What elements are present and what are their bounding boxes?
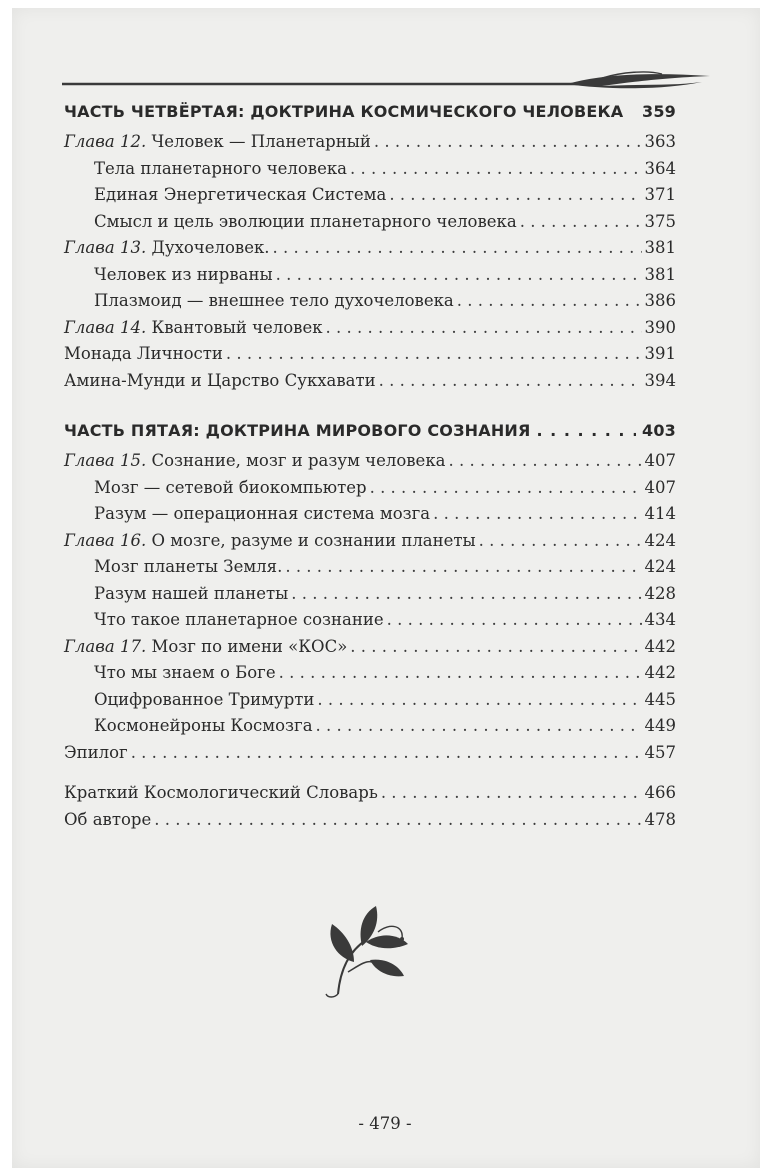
page-number: 449 <box>644 716 676 735</box>
page-number: 371 <box>644 185 676 204</box>
toc-entry <box>64 610 676 637</box>
leader-dots <box>389 185 641 204</box>
leader-dots <box>291 584 641 603</box>
entry-title: Оцифрованное Тримурти <box>94 689 315 709</box>
entry-title: Разум — операционная система мозга <box>94 504 431 523</box>
entry-title: Квантовый человек <box>146 317 323 337</box>
page-number: 466 <box>644 783 676 802</box>
leader-dots <box>381 783 642 802</box>
floral-ornament <box>318 902 414 1002</box>
chapter-label: Глава 14. <box>64 317 147 337</box>
part-four-heading <box>64 102 676 132</box>
entry-title: Об авторе <box>64 809 152 829</box>
toc-entry <box>64 318 676 345</box>
toc-entry <box>64 212 676 239</box>
chapter-label: Глава 15. <box>64 451 147 470</box>
page-number: 478 <box>644 809 676 829</box>
part-title: ЧАСТЬ ПЯТАЯ: ДОКТРИНА МИРОВОГО СОЗНАНИЯ <box>64 421 531 440</box>
toc-entry <box>64 810 676 837</box>
entry-title: Амина-Мунди и Царство Сукхавати <box>64 370 376 390</box>
entry-title: Эпилог <box>64 742 128 762</box>
page-number-footer: - 479 - <box>358 1114 412 1133</box>
header-rule-ornament <box>62 68 712 90</box>
entry-title: Сознание, мозг и разум человека <box>146 451 446 470</box>
entry-title: Космонейроны Космозга <box>94 716 313 735</box>
leader-dots <box>374 132 642 151</box>
entry-title: Духочеловек. <box>146 238 270 257</box>
entry-title: Мозг по имени «КОС» <box>146 636 348 656</box>
leader-dots <box>273 238 642 257</box>
page-number: 363 <box>644 132 676 151</box>
entry-title: Плазмоид — внешнее тело духочеловека <box>94 291 454 310</box>
toc-entry <box>64 451 676 478</box>
page-number: 414 <box>644 504 676 523</box>
page-number: 445 <box>644 689 676 709</box>
entry-title: Мозг планеты Земля. <box>94 557 283 576</box>
page-number: 391 <box>644 344 676 363</box>
leader-dots <box>379 371 642 390</box>
page-number: 390 <box>644 317 676 337</box>
toc-entry <box>64 185 676 212</box>
leader-dots <box>285 557 641 576</box>
entry-title: Монада Личности <box>64 344 223 363</box>
leader-dots <box>350 159 642 178</box>
leader-dots <box>326 318 642 337</box>
toc-entry <box>64 743 676 770</box>
page-number: 394 <box>644 370 676 390</box>
toc-entry <box>64 783 676 810</box>
chapter-label: Глава 16. <box>64 530 147 550</box>
entry-title: Смысл и цель эволюции планетарного человека <box>94 211 517 231</box>
page-number: 359 <box>642 102 676 121</box>
leader-dots <box>479 531 642 550</box>
leader-dots <box>317 690 641 709</box>
leader-dots <box>131 743 642 762</box>
leader-dots <box>520 212 642 231</box>
leader-dots <box>226 344 642 363</box>
toc-entry <box>64 531 676 558</box>
entry-title: Разум нашей планеты <box>94 583 289 603</box>
leader-dots <box>433 504 641 523</box>
toc-entry <box>64 584 676 611</box>
page-number: 428 <box>644 583 676 603</box>
page-number: 434 <box>644 610 676 629</box>
leader-dots <box>279 663 642 682</box>
toc-entry <box>64 132 676 159</box>
page-number: 442 <box>644 663 676 682</box>
entry-title: Единая Энергетическая Система <box>94 185 387 204</box>
toc-entry <box>64 663 676 690</box>
toc-entry <box>64 265 676 292</box>
toc-entry <box>64 716 676 743</box>
page-number: 403 <box>642 421 676 440</box>
page-number: 442 <box>644 636 676 656</box>
leader-dots <box>537 421 636 440</box>
entry-title: О мозге, разуме и сознании планеты <box>146 530 476 550</box>
entry-title: Что такое планетарное сознание <box>94 610 384 629</box>
leader-dots <box>457 291 642 310</box>
entry-title: Что мы знаем о Боге <box>94 663 276 682</box>
entry-title: Тела планетарного человека <box>94 158 347 178</box>
page-number: 381 <box>644 264 676 284</box>
leader-dots <box>276 265 642 284</box>
page-number: 457 <box>644 742 676 762</box>
page-number: 407 <box>644 477 676 497</box>
toc-entry <box>64 159 676 186</box>
entry-title: Краткий Космологический Словарь <box>64 783 378 802</box>
toc-entry <box>64 690 676 717</box>
part-title: ЧАСТЬ ЧЕТВЁРТАЯ: ДОКТРИНА КОСМИЧЕСКОГО ЧЕЛОВЕКА <box>64 102 624 121</box>
table-of-contents <box>64 102 676 836</box>
toc-entry <box>64 478 676 505</box>
page-number: 424 <box>644 557 676 576</box>
toc-entry <box>64 504 676 531</box>
chapter-label: Глава 12. <box>64 132 147 151</box>
page-number: 407 <box>644 451 676 470</box>
leader-dots <box>448 451 641 470</box>
entry-title: Человек из нирваны <box>94 264 273 284</box>
leader-dots <box>350 637 641 656</box>
page-number: 386 <box>644 291 676 310</box>
toc-entry <box>64 238 676 265</box>
entry-title: Мозг — сетевой биокомпьютер <box>94 477 367 497</box>
leader-dots <box>154 810 641 829</box>
leader-dots <box>387 610 642 629</box>
part-five-heading <box>64 421 676 451</box>
page-number: 424 <box>644 530 676 550</box>
leader-dots <box>316 716 642 735</box>
page-number: 381 <box>644 238 676 257</box>
toc-entry <box>64 344 676 371</box>
toc-entry <box>64 291 676 318</box>
toc-entry <box>64 371 676 398</box>
chapter-label: Глава 13. <box>64 238 147 257</box>
chapter-label: Глава 17. <box>64 636 147 656</box>
toc-entry <box>64 557 676 584</box>
entry-title: Человек — Планетарный <box>146 132 371 151</box>
page-number: 364 <box>644 158 676 178</box>
page-number: 375 <box>644 211 676 231</box>
toc-entry <box>64 637 676 664</box>
leader-dots <box>370 478 642 497</box>
